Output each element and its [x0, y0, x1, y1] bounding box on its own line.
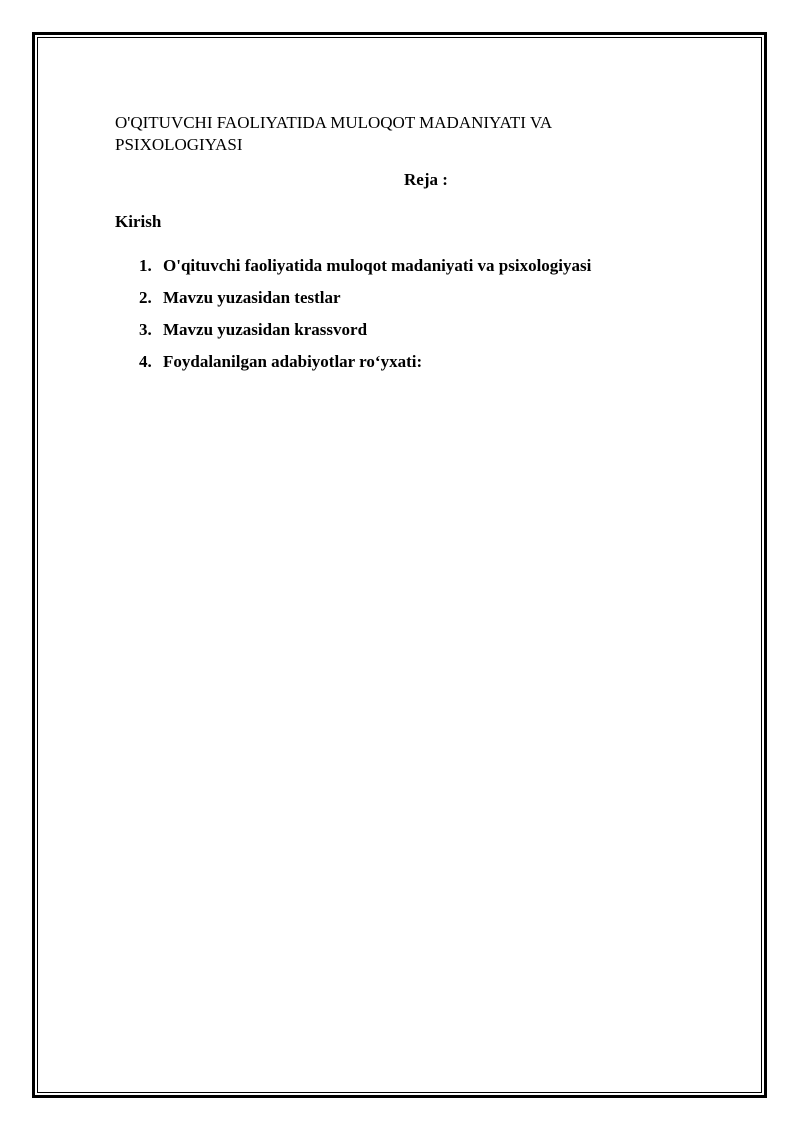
- outline-list: [139, 256, 591, 384]
- document-title: O'QITUVCHI FAOLIYATIDA MULOQOT MADANIYATI VA PSIXOLOGIYASI: [115, 113, 552, 154]
- outline-item-text: Mavzu yuzasidan testlar: [163, 288, 341, 307]
- outline-item-text: Foydalanilgan adabiyotlar ro‘yxati:: [163, 352, 423, 371]
- outline-item-number: 4.: [139, 352, 152, 371]
- outline-item-number: 2.: [139, 288, 152, 307]
- page-border-inner: [37, 37, 762, 1093]
- outline-item: [139, 320, 591, 352]
- outline-item-number: 1.: [139, 256, 152, 275]
- outline-item-text: O'qituvchi faoliyatida muloqot madaniyati va psixologiyasi: [163, 256, 592, 275]
- intro-heading: Kirish: [115, 212, 162, 231]
- outline-item: [139, 288, 591, 320]
- outline-item: [139, 256, 591, 288]
- outline-item: [139, 352, 591, 384]
- outline-item-number: 3.: [139, 320, 152, 339]
- plan-heading: Reja :: [404, 170, 448, 189]
- outline-item-text: Mavzu yuzasidan krassvord: [163, 320, 368, 339]
